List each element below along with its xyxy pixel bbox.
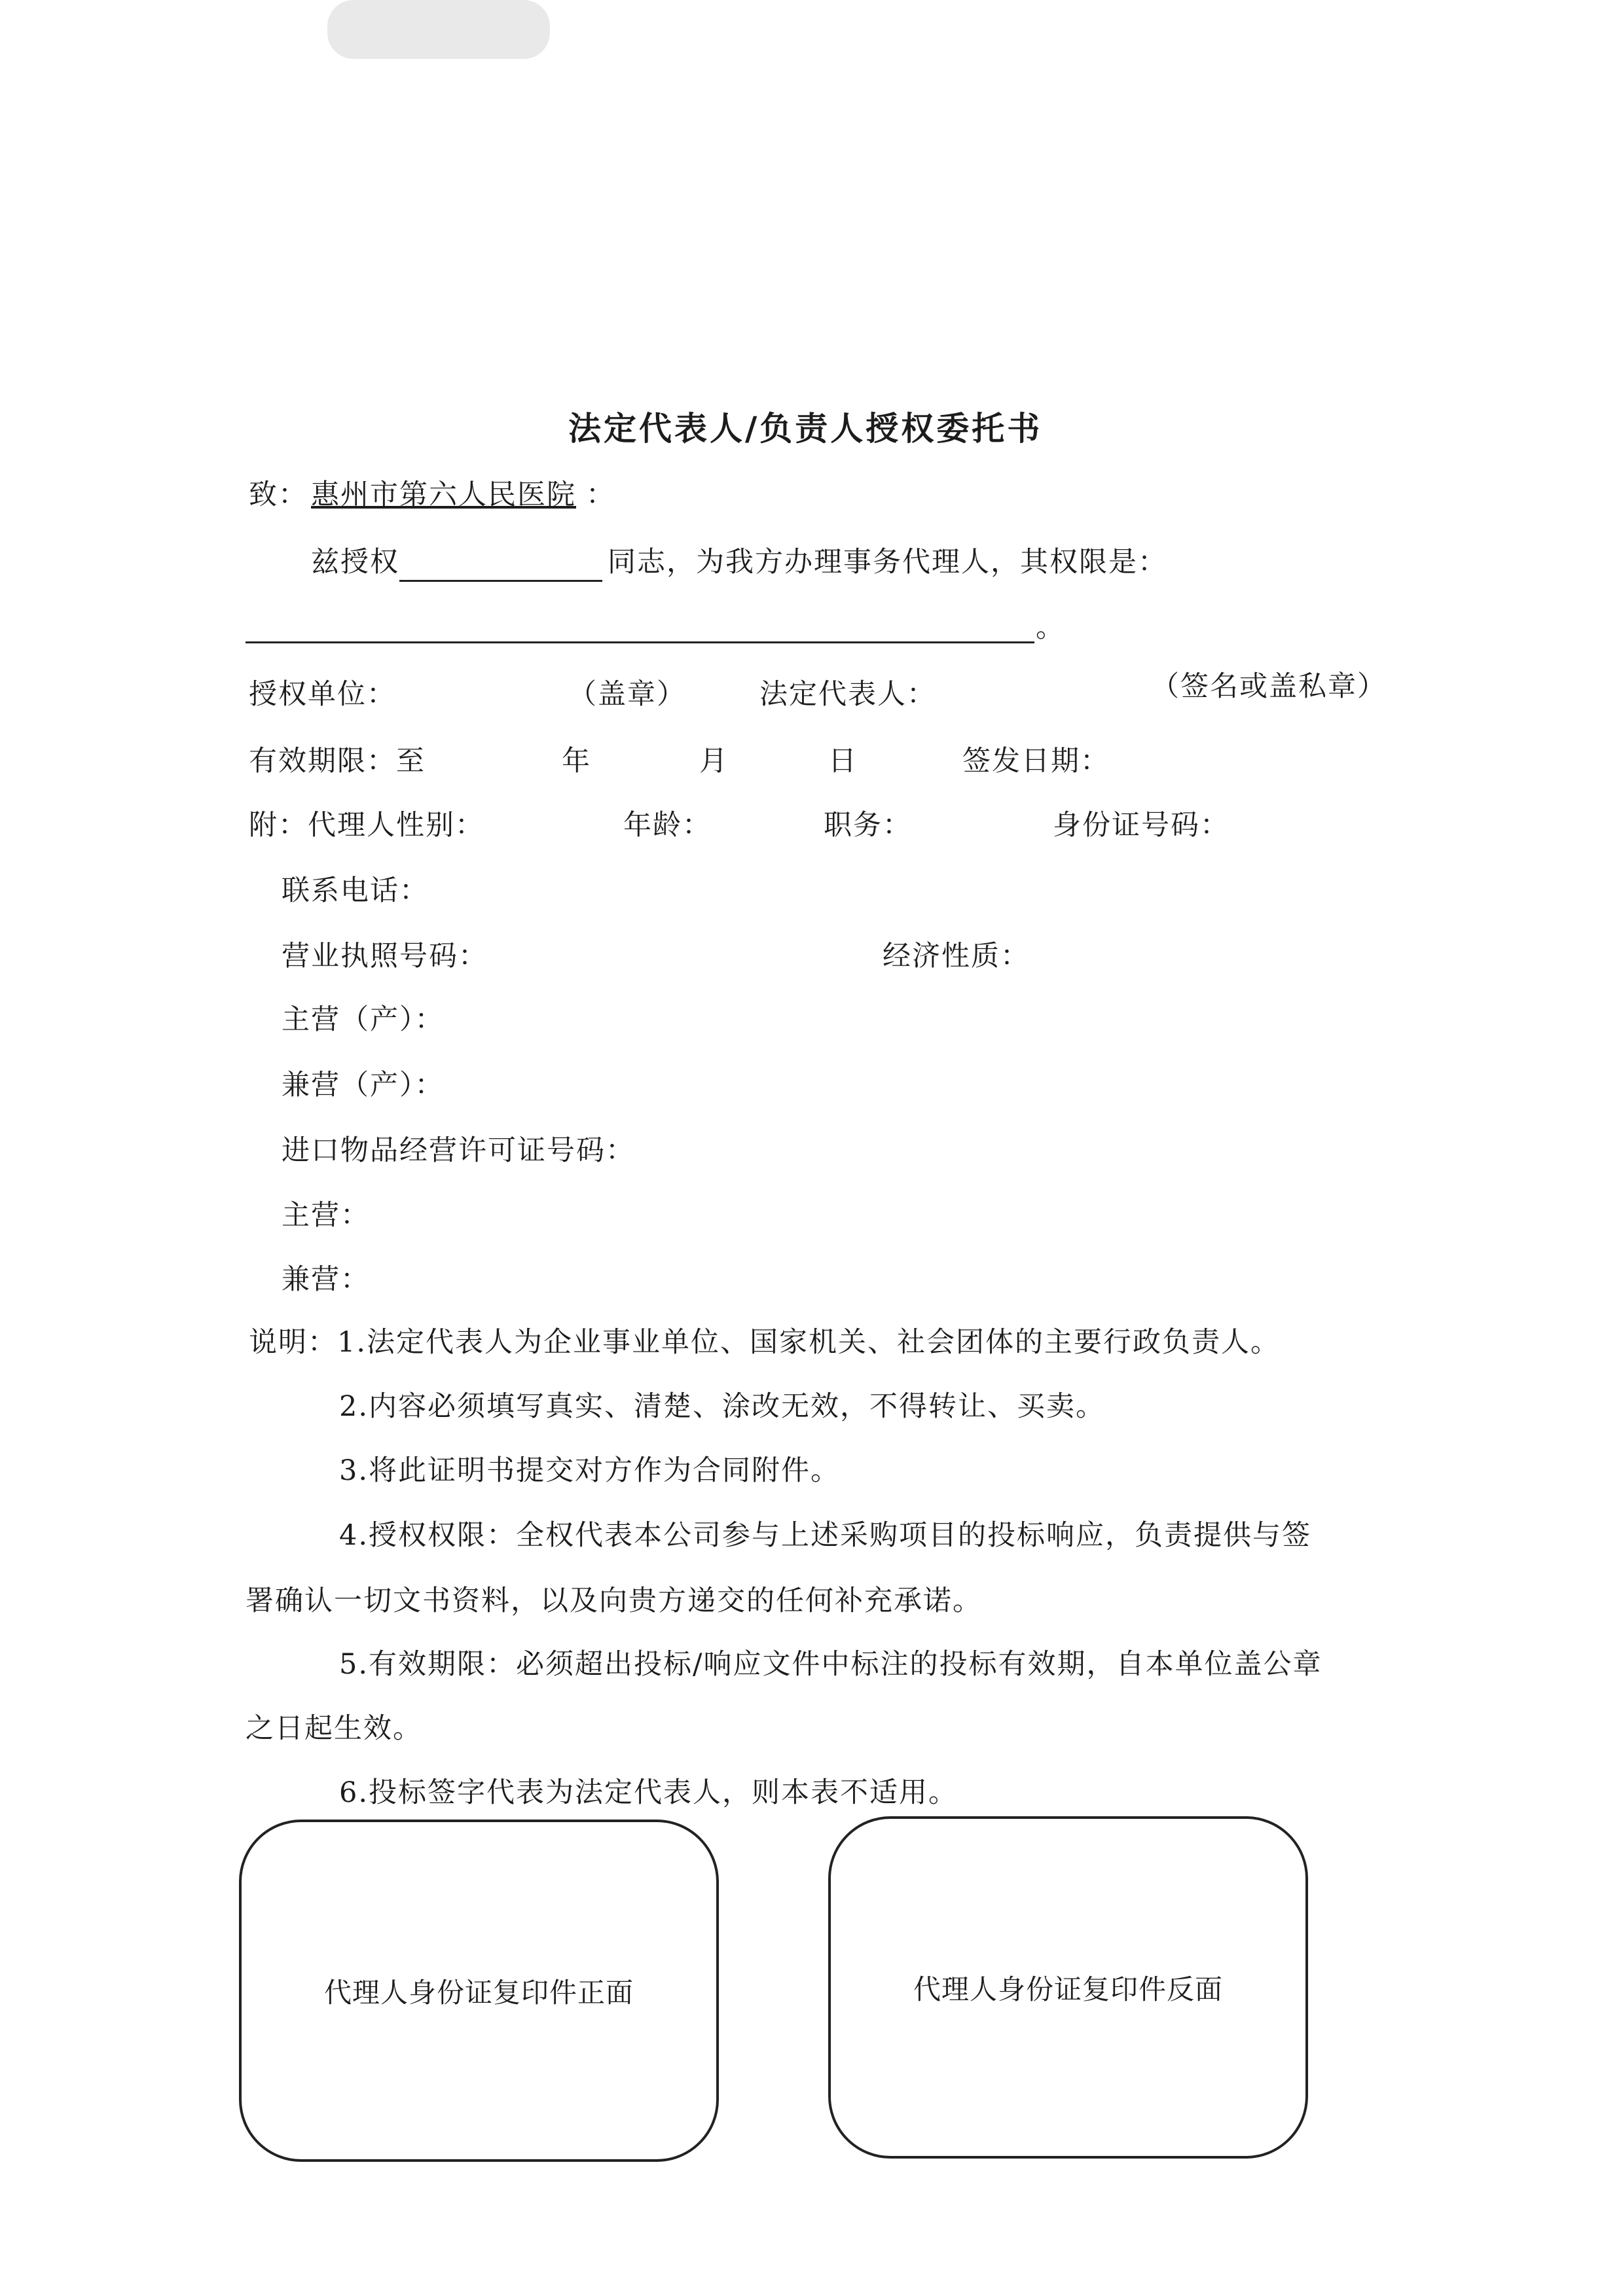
document-title: 法定代表人/负责人授权委托书 — [568, 409, 1043, 448]
id-back-box[interactable] — [828, 1816, 1308, 2159]
side-business-label: 兼营（产）： — [282, 1069, 445, 1102]
validity-month: 月 — [699, 745, 729, 778]
legal-rep-label: 法定代表人： — [759, 678, 936, 711]
recipient-prefix: 致： — [249, 478, 308, 511]
grant-end: 。 — [1036, 611, 1065, 644]
grant-text: 同志，为我方办理事务代理人，其权限是： — [608, 546, 1167, 579]
note-5a: 5.有效期限：必须超出投标/响应文件中标注的投标有效期，自本单位盖公章 — [339, 1648, 1322, 1681]
license-label: 营业执照号码： — [282, 940, 488, 973]
agent-gender-label: 附：代理人性别： — [249, 809, 484, 842]
main-business-label: 主营（产）： — [282, 1003, 445, 1036]
note-6: 6.投标签字代表为法定代表人，则本表不适用。 — [339, 1776, 958, 1809]
note-2: 2.内容必须填写真实、清楚、涂改无效，不得转让、买卖。 — [339, 1390, 1106, 1423]
issue-date-label: 签发日期： — [962, 745, 1110, 778]
seal-note: （盖章） — [568, 678, 686, 711]
recipient-name: 惠州市第六人民医院 — [311, 478, 576, 511]
side-label: 兼营： — [282, 1263, 370, 1296]
signature-note: （签名或盖私章） — [1151, 670, 1387, 703]
note-4a: 4.授权权限：全权代表本公司参与上述采购项目的投标响应，负责提供与签 — [339, 1519, 1312, 1552]
economy-label: 经济性质： — [883, 940, 1030, 973]
agent-age-label: 年龄： — [623, 809, 712, 842]
main-label: 主营： — [282, 1199, 370, 1232]
import-permit-label: 进口物品经营许可证号码： — [282, 1134, 635, 1167]
validity-label: 有效期限：至 — [249, 745, 426, 778]
validity-year: 年 — [562, 745, 591, 778]
grant-prefix: 兹授权 — [311, 546, 399, 579]
scan-smudge — [327, 0, 550, 59]
id-front-box[interactable] — [239, 1820, 719, 2162]
unit-label: 授权单位： — [249, 678, 396, 711]
agent-title-label: 职务： — [824, 809, 912, 842]
agent-id-label: 身份证号码： — [1053, 809, 1230, 842]
note-4b: 署确认一切文书资料，以及向贵方递交的任何补充承诺。 — [246, 1585, 982, 1617]
note-5b: 之日起生效。 — [246, 1712, 422, 1745]
note-3: 3.将此证明书提交对方作为合同附件。 — [339, 1454, 841, 1487]
id-back-label: 代理人身份证复印件反面 — [913, 1973, 1223, 2005]
note-1: 说明：1.法定代表人为企业事业单位、国家机关、社会团体的主要行政负责人。 — [249, 1326, 1281, 1359]
authority-blank[interactable] — [246, 622, 1034, 643]
agent-name-blank[interactable] — [399, 560, 602, 582]
recipient-suffix: ： — [586, 478, 615, 511]
phone-label: 联系电话： — [282, 874, 429, 907]
id-front-label: 代理人身份证复印件正面 — [323, 1976, 634, 2009]
validity-day: 日 — [828, 745, 858, 778]
